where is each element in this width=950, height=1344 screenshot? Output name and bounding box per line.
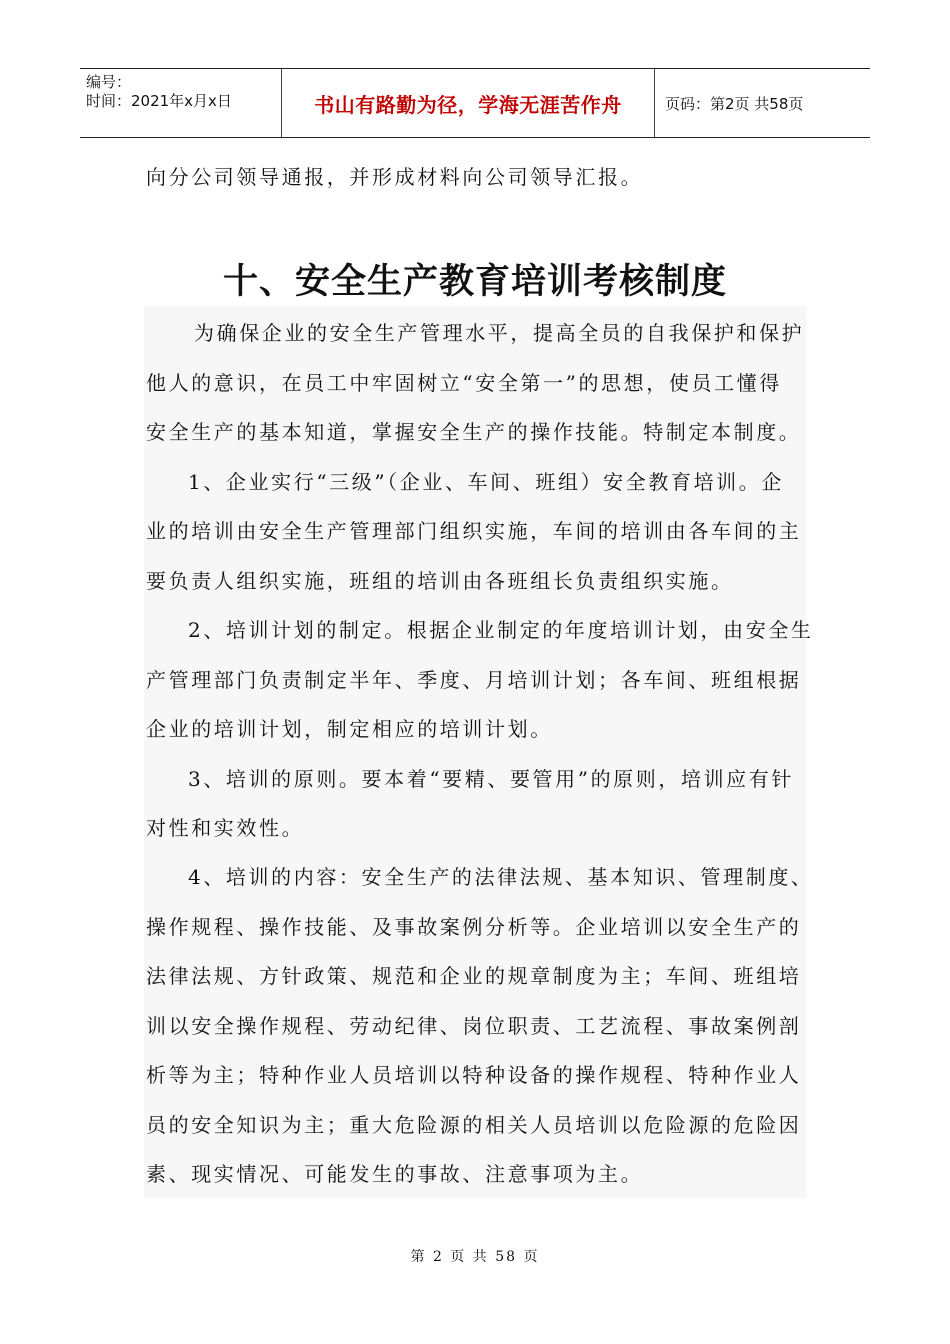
body-line: 产管理部门负责制定半年、季度、月培训计划；各车间、班组根据 — [146, 668, 802, 692]
section-title: 十、安全生产教育培训考核制度 — [222, 262, 727, 302]
body-line: 操作规程、操作技能、及事故案例分析等。企业培训以安全生产的 — [146, 915, 802, 939]
header-motto: 书山有路勤为径，学海无涯苦作舟 — [282, 69, 655, 137]
body-line: 业的培训由安全生产管理部门组织实施，车间的培训由各车间的主 — [146, 519, 802, 543]
body-line: 员的安全知识为主；重大危险源的相关人员培训以危险源的危险因 — [146, 1113, 802, 1137]
number-label: 编号： — [86, 73, 132, 91]
time-label: 时间：2021年x月x日 — [86, 92, 232, 110]
intro-line: 向分公司领导通报，并形成材料向公司领导汇报。 — [146, 165, 644, 189]
body-line: 2、培训计划的制定。根据企业制定的年度培训计划，由安全生 — [188, 618, 814, 642]
body-line: 4、培训的内容：安全生产的法律法规、基本知识、管理制度、 — [188, 865, 814, 889]
document-header — [80, 68, 870, 138]
page-footer: 第 2 页 共 58 页 — [410, 1249, 540, 1265]
body-line: 安全生产的基本知道，掌握安全生产的操作技能。特制定本制度。 — [146, 420, 802, 444]
body-line: 析等为主；特种作业人员培训以特种设备的操作规程、特种作业人 — [146, 1063, 802, 1087]
body-line: 要负责人组织实施，班组的培训由各班组长负责组织实施。 — [146, 569, 734, 593]
body-line: 1、企业实行“三级”（企业、车间、班组）安全教育培训。企 — [188, 470, 784, 494]
body-line: 法律法规、方针政策、规范和企业的规章制度为主；车间、班组培 — [146, 964, 802, 988]
body-line: 素、现实情况、可能发生的事故、注意事项为主。 — [146, 1162, 644, 1186]
body-line: 企业的培训计划，制定相应的培训计划。 — [146, 717, 553, 741]
body-line: 训以安全操作规程、劳动纪律、岗位职责、工艺流程、事故案例剖 — [146, 1014, 802, 1038]
body-line: 他人的意识，在员工中牢固树立“安全第一”的思想，使员工懂得 — [146, 371, 782, 395]
header-meta — [80, 69, 282, 137]
body-line: 为确保企业的安全生产管理水平，提高全员的自我保护和保护 — [194, 321, 805, 345]
body-line: 对性和实效性。 — [146, 816, 305, 840]
header-page-code: 页码：第2页 共58页 — [665, 94, 804, 113]
body-line: 3、培训的原则。要本着“要精、要管用”的原则，培训应有针 — [188, 767, 794, 791]
